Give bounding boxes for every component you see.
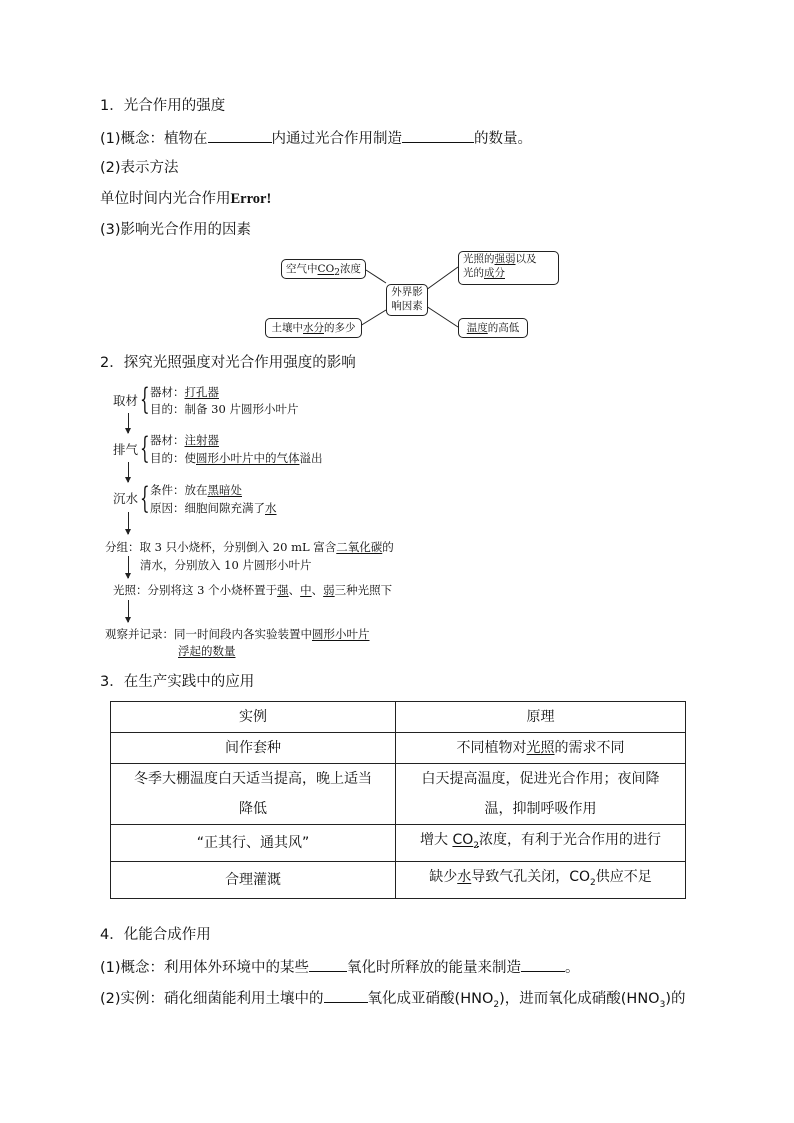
table-row bbox=[111, 733, 686, 764]
cell-example: “正其行、通其风” bbox=[111, 825, 396, 862]
step6-line2: 浮起的数量 bbox=[178, 644, 236, 658]
arrow-2 bbox=[128, 462, 129, 482]
step2-line1: 器材：注射器 bbox=[150, 433, 219, 447]
method-text: 单位时间内光合作用 bbox=[100, 191, 231, 207]
light-box bbox=[458, 251, 559, 285]
example-text-d: )的 bbox=[665, 991, 686, 1007]
section-4-heading: 4．化能合成作用 bbox=[100, 927, 211, 943]
section-1-heading: 1．光合作用的强度 bbox=[100, 98, 226, 114]
light-text-u2: 成分 bbox=[484, 267, 505, 279]
cell-principle: 增大 $CO_2$浓度，有利于光合作用的进行 bbox=[396, 825, 686, 862]
temp-box bbox=[458, 318, 528, 338]
brace-1: { bbox=[140, 382, 150, 417]
step-take-material: 取材 bbox=[113, 393, 139, 408]
table-row bbox=[111, 764, 686, 825]
arrow-3 bbox=[128, 512, 129, 534]
co2-box bbox=[281, 259, 366, 279]
header-example: 实例 bbox=[111, 702, 396, 733]
section-3-heading: 3．在生产实践中的应用 bbox=[100, 674, 255, 690]
step5-line: 光照：分别将这 3 个小烧杯置于强、中、弱三种光照下 bbox=[113, 583, 393, 597]
header-principle: 原理 bbox=[396, 702, 686, 733]
cell-principle: 白天提高温度，促进光合作用；夜间降 温，抑制呼吸作用 bbox=[396, 764, 686, 825]
cell-example: 间作套种 bbox=[111, 733, 396, 764]
connector-temp bbox=[426, 306, 458, 327]
water-text-b: 的多少 bbox=[324, 322, 356, 334]
co2-text-a: 空气中 bbox=[286, 263, 318, 275]
example-text-b: 氧化成亚硝酸(HNO bbox=[367, 991, 494, 1007]
connector-water bbox=[360, 310, 386, 326]
step6-line1: 观察并记录：同一时间段内各实验装置中圆形小叶片 bbox=[105, 627, 370, 641]
light-text-c: 光的 bbox=[463, 267, 484, 279]
co2-text-u: CO bbox=[317, 263, 335, 275]
chemo-concept-line bbox=[100, 956, 580, 978]
blank-3[interactable] bbox=[309, 956, 347, 972]
co2-text-b: 浓度 bbox=[339, 263, 361, 275]
method-heading: (2)表示方法 bbox=[100, 160, 179, 176]
light-text-a: 光照的 bbox=[463, 253, 495, 265]
chemo-text-c: 。 bbox=[565, 960, 580, 976]
example-text-c: )，进而氧化成硝酸(HNO bbox=[499, 991, 660, 1007]
light-text-b: 以及 bbox=[515, 253, 537, 265]
temp-text-u: 温度 bbox=[466, 322, 488, 334]
concept-text-b: 内通过光合作用制造 bbox=[271, 131, 403, 147]
concept-text-a: (1)概念：植物在 bbox=[100, 131, 208, 147]
light-text-u: 强弱 bbox=[494, 253, 516, 265]
cell-example: 冬季大棚温度白天适当提高，晚上适当 降低 bbox=[111, 764, 396, 825]
chemo-example-line bbox=[100, 987, 686, 1015]
step-sink: 沉水 bbox=[113, 491, 139, 506]
brace-2: { bbox=[140, 431, 150, 466]
step4-line1: 分组：取 3 只小烧杯，分别倒入 20 mL 富含二氧化碳的 bbox=[105, 540, 394, 554]
concept-line bbox=[100, 127, 532, 149]
factors-heading: (3)影响光合作用的因素 bbox=[100, 222, 252, 238]
example-sub-1: 2 bbox=[493, 999, 500, 1010]
chemo-text-b: 氧化时所释放的能量来制造 bbox=[347, 960, 522, 976]
blank-1[interactable] bbox=[208, 127, 272, 143]
table-row bbox=[111, 825, 686, 862]
arrow-5 bbox=[128, 600, 129, 622]
blank-2[interactable] bbox=[402, 127, 474, 143]
step1-line2: 目的：制备 30 片圆形小叶片 bbox=[150, 402, 299, 416]
arrow-1 bbox=[128, 413, 129, 433]
application-table bbox=[110, 701, 686, 899]
center-line-2: 响因素 bbox=[391, 300, 423, 312]
step2-line2: 目的：使圆形小叶片中的气体溢出 bbox=[150, 451, 323, 465]
brace-3: { bbox=[140, 481, 150, 516]
table-row bbox=[111, 861, 686, 898]
water-text-a: 土壤中 bbox=[271, 322, 303, 334]
cell-principle: 不同植物对光照的需求不同 bbox=[396, 733, 686, 764]
water-text-u: 水分 bbox=[303, 322, 324, 334]
connector-light bbox=[426, 267, 458, 290]
step3-line2: 原因：细胞间隙充满了水 bbox=[150, 501, 277, 515]
step4-line2: 清水，分别放入 10 片圆形小叶片 bbox=[140, 558, 312, 572]
example-text-a: (2)实例：硝化细菌能利用土壤中的 bbox=[100, 991, 324, 1007]
water-box bbox=[265, 318, 362, 338]
co2-sub: 2 bbox=[334, 268, 340, 279]
diagram-connectors bbox=[0, 0, 794, 360]
blank-4[interactable] bbox=[521, 956, 565, 972]
blank-5[interactable] bbox=[324, 987, 368, 1003]
cell-principle: 缺少水导致气孔关闭，$CO_2$供应不足 bbox=[396, 861, 686, 898]
step3-line1: 条件：放在黑暗处 bbox=[150, 483, 242, 497]
example-sub-2: 3 bbox=[659, 999, 666, 1010]
method-line bbox=[100, 189, 271, 209]
step1-line1: 器材：打孔器 bbox=[150, 385, 219, 399]
cell-example: 合理灌溉 bbox=[111, 861, 396, 898]
temp-text-b: 的高低 bbox=[487, 322, 520, 334]
error-text: Error! bbox=[230, 191, 272, 207]
section-2-heading: 2．探究光照强度对光合作用强度的影响 bbox=[100, 355, 356, 371]
step-degas: 排气 bbox=[113, 442, 139, 457]
table-header-row bbox=[111, 702, 686, 733]
center-box bbox=[386, 284, 428, 316]
connector-co2 bbox=[366, 270, 386, 283]
arrow-4 bbox=[128, 556, 129, 578]
concept-text-c: 的数量。 bbox=[474, 131, 533, 147]
center-line-1: 外界影 bbox=[391, 286, 423, 298]
chemo-text-a: (1)概念：利用体外环境中的某些 bbox=[100, 960, 310, 976]
